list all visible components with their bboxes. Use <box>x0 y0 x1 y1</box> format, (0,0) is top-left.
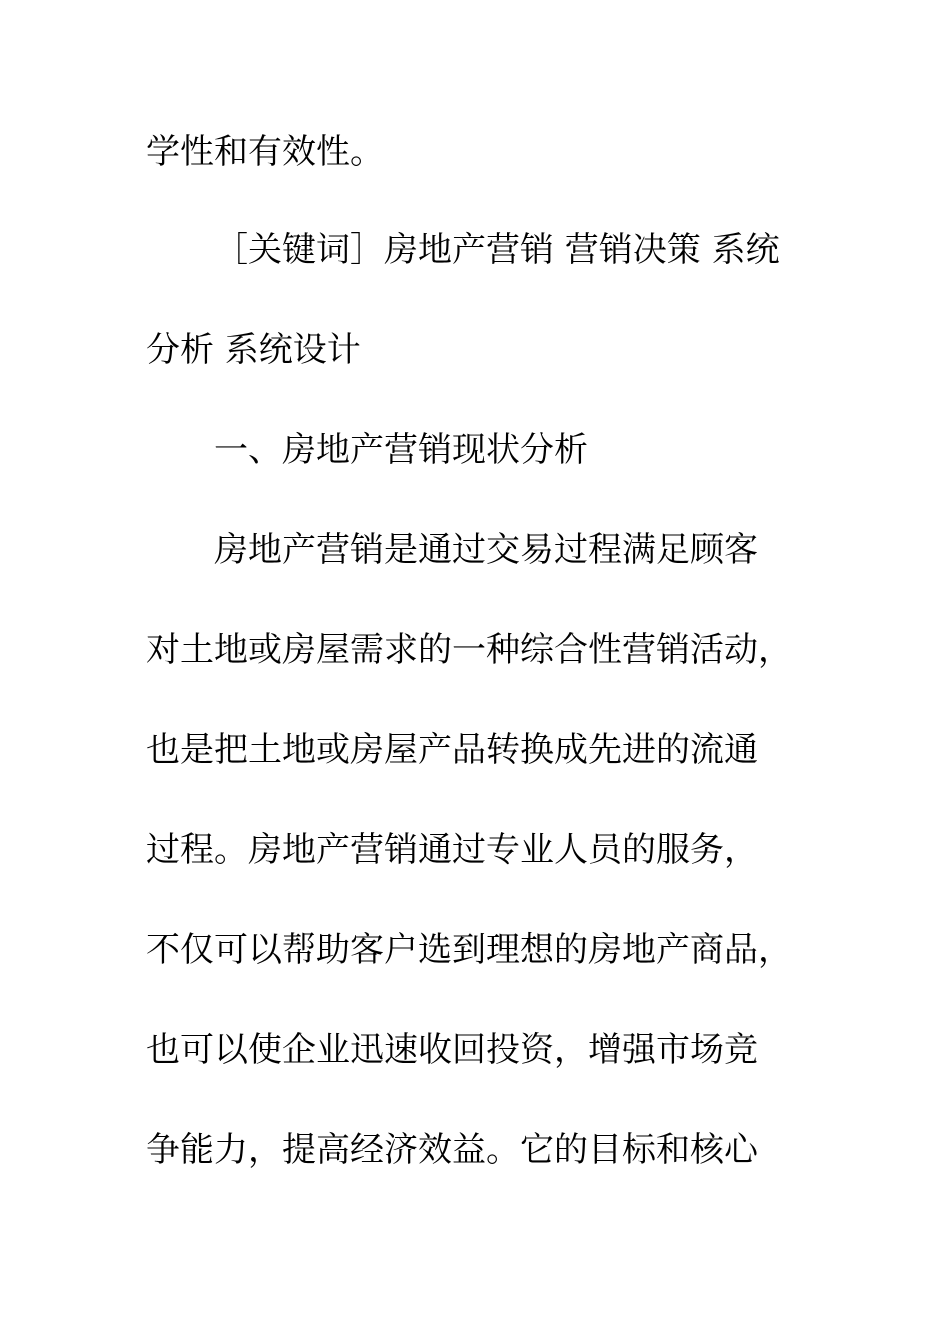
paragraph-line: 争能力，提高经济效益。它的目标和核心 <box>146 1130 758 1170</box>
keywords-line-continued: 分析 系统设计 <box>146 330 361 370</box>
paragraph-line: 过程。房地产营销通过专业人员的服务， <box>146 830 758 870</box>
paragraph-line: 房地产营销是通过交易过程满足顾客 <box>214 530 758 570</box>
section-heading: 一、房地产营销现状分析 <box>214 430 588 470</box>
paragraph-line: 不仅可以帮助客户选到理想的房地产商品， <box>146 930 792 970</box>
paragraph-line: 对土地或房屋需求的一种综合性营销活动， <box>146 630 792 670</box>
text-line-continuation: 学性和有效性。 <box>146 132 384 172</box>
keywords-line: ［关键词］房地产营销 营销决策 系统 <box>214 230 780 270</box>
paragraph-line: 也是把土地或房屋产品转换成先进的流通 <box>146 730 758 770</box>
paragraph-line: 也可以使企业迅速收回投资，增强市场竞 <box>146 1030 758 1070</box>
